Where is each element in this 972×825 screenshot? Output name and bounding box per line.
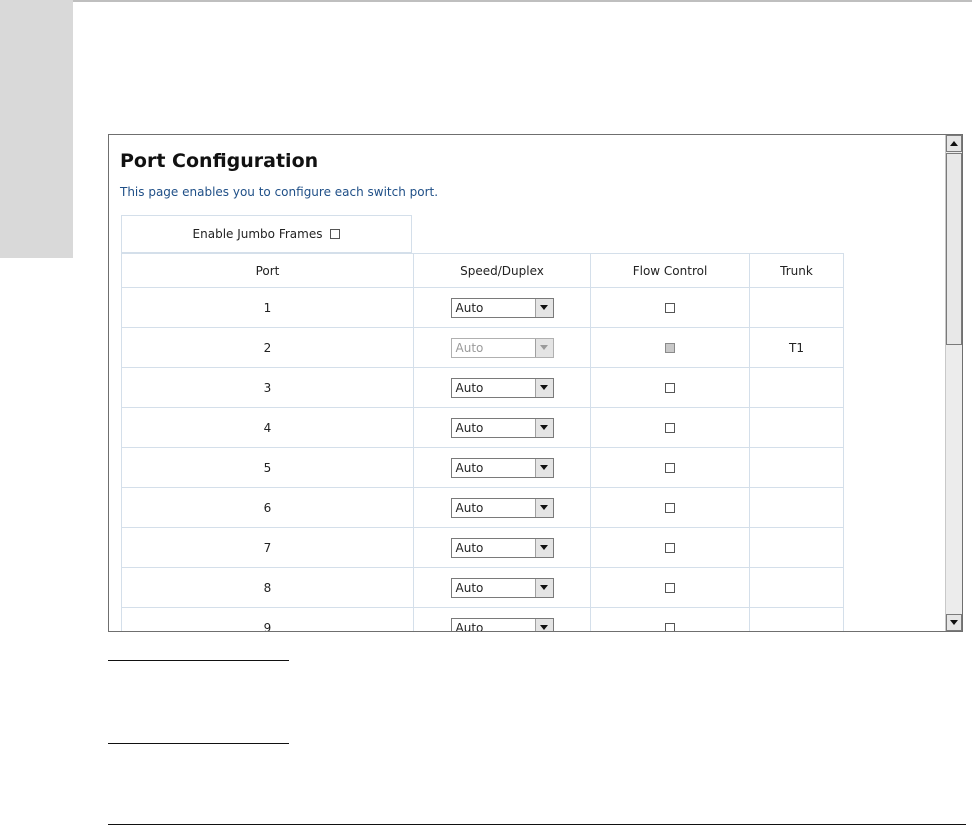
port-number: 3 — [122, 368, 414, 408]
dropdown-button[interactable] — [535, 419, 553, 437]
jumbo-frames-cell — [121, 215, 412, 253]
column-header-flow: Flow Control — [591, 254, 750, 288]
flow-control-cell — [591, 528, 750, 568]
dropdown-button[interactable] — [535, 579, 553, 597]
rule-short-1 — [108, 660, 289, 661]
speed-duplex-select[interactable] — [451, 538, 554, 558]
chevron-down-icon — [540, 305, 548, 310]
chevron-down-icon — [540, 625, 548, 630]
speed-duplex-value: Auto — [455, 420, 484, 435]
chevron-down-icon — [540, 385, 548, 390]
dropdown-button — [535, 339, 553, 357]
trunk-cell: T1 — [750, 328, 844, 368]
speed-cell — [414, 408, 591, 448]
speed-duplex-value: Auto — [455, 540, 484, 555]
port-number: 9 — [122, 608, 414, 632]
table-header-row — [122, 254, 844, 288]
dropdown-button[interactable] — [535, 459, 553, 477]
speed-duplex-select[interactable] — [451, 578, 554, 598]
table-row — [122, 568, 844, 608]
flow-control-checkbox[interactable] — [665, 423, 675, 433]
dropdown-button[interactable] — [535, 379, 553, 397]
trunk-cell — [750, 448, 844, 488]
column-header-trunk: Trunk — [750, 254, 844, 288]
vertical-scrollbar[interactable] — [945, 135, 962, 631]
speed-duplex-value: Auto — [455, 300, 484, 315]
flow-control-checkbox[interactable] — [665, 543, 675, 553]
table-row — [122, 328, 844, 368]
flow-control-cell — [591, 368, 750, 408]
flow-control-checkbox[interactable] — [665, 383, 675, 393]
flow-control-checkbox — [665, 343, 675, 353]
scroll-up-button[interactable] — [946, 135, 962, 152]
scrollbar-thumb[interactable] — [946, 153, 962, 345]
chevron-down-icon — [540, 345, 548, 350]
dropdown-button[interactable] — [535, 539, 553, 557]
flow-control-cell — [591, 448, 750, 488]
table-row — [122, 528, 844, 568]
speed-cell — [414, 568, 591, 608]
speed-duplex-select[interactable] — [451, 498, 554, 518]
speed-duplex-value: Auto — [455, 380, 484, 395]
speed-cell — [414, 488, 591, 528]
speed-duplex-select — [451, 338, 554, 358]
trunk-cell — [750, 368, 844, 408]
table-row — [122, 368, 844, 408]
port-number: 4 — [122, 408, 414, 448]
trunk-cell — [750, 488, 844, 528]
dropdown-button[interactable] — [535, 299, 553, 317]
table-row — [122, 408, 844, 448]
flow-control-cell — [591, 488, 750, 528]
flow-control-checkbox[interactable] — [665, 303, 675, 313]
arrow-down-icon — [950, 620, 958, 625]
speed-duplex-value: Auto — [455, 580, 484, 595]
page-subtitle: This page enables you to configure each switch port. — [120, 185, 439, 199]
chevron-down-icon — [540, 545, 548, 550]
port-number: 8 — [122, 568, 414, 608]
page-content — [109, 135, 946, 631]
jumbo-frames-checkbox[interactable] — [330, 229, 340, 239]
flow-control-cell — [591, 328, 750, 368]
page-title: Port Configuration — [120, 150, 319, 172]
jumbo-frames-label: Enable Jumbo Frames — [192, 227, 323, 241]
flow-control-cell — [591, 608, 750, 632]
trunk-cell — [750, 408, 844, 448]
flow-control-checkbox[interactable] — [665, 583, 675, 593]
table-row — [122, 488, 844, 528]
speed-duplex-value: Auto — [455, 340, 484, 355]
scroll-down-button[interactable] — [946, 614, 962, 631]
speed-duplex-select[interactable] — [451, 458, 554, 478]
chevron-down-icon — [540, 425, 548, 430]
chevron-down-icon — [540, 505, 548, 510]
speed-duplex-select[interactable] — [451, 618, 554, 632]
flow-control-cell — [591, 408, 750, 448]
speed-cell — [414, 608, 591, 632]
port-number: 5 — [122, 448, 414, 488]
port-number: 2 — [122, 328, 414, 368]
speed-cell — [414, 368, 591, 408]
speed-duplex-value: Auto — [455, 620, 484, 631]
table-row — [122, 608, 844, 632]
top-border-line — [0, 0, 972, 2]
browser-frame — [108, 134, 963, 632]
table-row — [122, 288, 844, 328]
flow-control-cell — [591, 288, 750, 328]
column-header-port: Port — [122, 254, 414, 288]
speed-duplex-value: Auto — [455, 460, 484, 475]
flow-control-checkbox[interactable] — [665, 463, 675, 473]
speed-cell — [414, 528, 591, 568]
speed-duplex-value: Auto — [455, 500, 484, 515]
speed-duplex-select[interactable] — [451, 418, 554, 438]
arrow-up-icon — [950, 141, 958, 146]
trunk-cell — [750, 288, 844, 328]
trunk-cell — [750, 568, 844, 608]
flow-control-cell — [591, 568, 750, 608]
port-table — [121, 253, 844, 631]
port-number: 6 — [122, 488, 414, 528]
port-number: 1 — [122, 288, 414, 328]
trunk-cell — [750, 528, 844, 568]
trunk-cell — [750, 608, 844, 632]
dropdown-button[interactable] — [535, 499, 553, 517]
speed-duplex-select[interactable] — [451, 298, 554, 318]
side-tab — [0, 0, 73, 258]
port-number: 7 — [122, 528, 414, 568]
speed-cell — [414, 288, 591, 328]
speed-duplex-select[interactable] — [451, 378, 554, 398]
flow-control-checkbox[interactable] — [665, 623, 675, 631]
chevron-down-icon — [540, 465, 548, 470]
flow-control-checkbox[interactable] — [665, 503, 675, 513]
speed-cell — [414, 448, 591, 488]
speed-cell — [414, 328, 591, 368]
dropdown-button[interactable] — [535, 619, 553, 632]
rule-short-2 — [108, 743, 289, 744]
table-row — [122, 448, 844, 488]
chevron-down-icon — [540, 585, 548, 590]
column-header-speed: Speed/Duplex — [414, 254, 591, 288]
